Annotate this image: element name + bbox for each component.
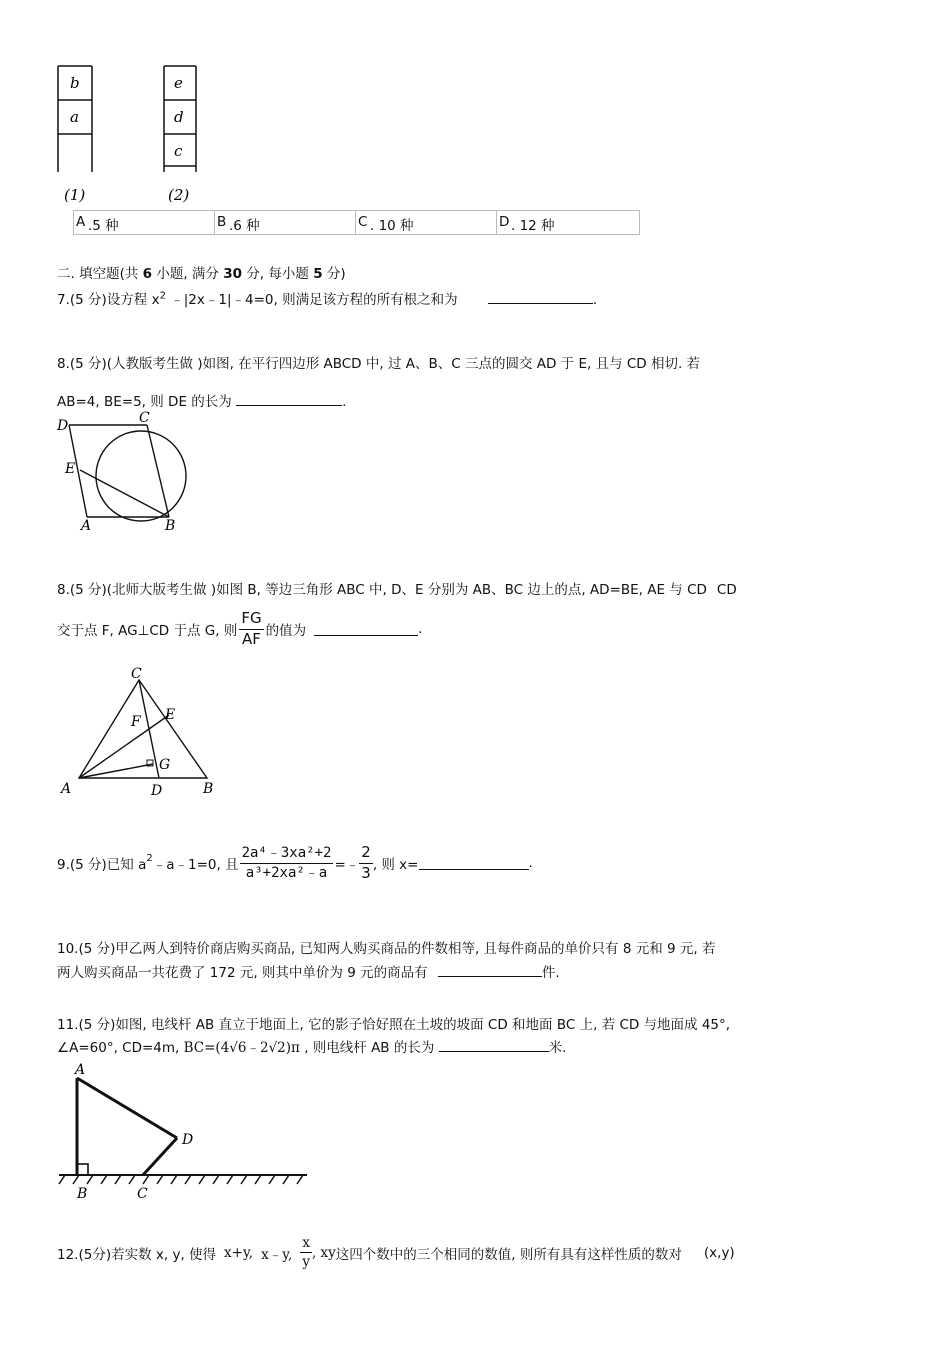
option-d-text: . 12 种 xyxy=(511,218,555,234)
q9-result-num: 2 xyxy=(359,845,373,864)
q8b-text: 交于点 F, AG⊥CD 于点 G, 则 xyxy=(57,623,238,640)
q11-answer-blank[interactable] xyxy=(439,1039,549,1052)
q7-answer-blank[interactable] xyxy=(488,291,593,304)
q12-pair: (x,y) xyxy=(703,1244,735,1261)
q8b-figure xyxy=(55,665,225,800)
option-a-text: .5 种 xyxy=(88,218,119,234)
option-d[interactable] xyxy=(496,210,640,235)
q11-bc-formula: BC=(4√6﹣2√2)π xyxy=(183,1040,300,1056)
q8b-label-g: G xyxy=(159,757,171,773)
question-count: 6 xyxy=(142,266,153,282)
q8b-text: 8.(5 分)(北师大版考生做 )如图 B, 等边三角形 ABC 中, D、E 分别为 AB、BC 边上的点, AD=BE, AE 与 CD xyxy=(57,582,707,598)
q11-label-b: B xyxy=(77,1186,88,1202)
q8b-label-c: C xyxy=(131,666,142,682)
option-b-text: .6 种 xyxy=(229,218,260,234)
q9-equals: =﹣ xyxy=(334,857,360,874)
q8b-frac-num: FG xyxy=(239,611,263,630)
q8a-label-e: E xyxy=(65,461,76,477)
q11-end: 米. xyxy=(548,1040,567,1056)
option-a[interactable] xyxy=(73,210,214,235)
q7-end: . xyxy=(592,292,598,308)
q9-fraction xyxy=(240,846,334,880)
section-text: 小题, 满分 xyxy=(152,266,224,282)
q8a-label-c: C xyxy=(139,410,150,426)
section-text: 二. 填空题(共 xyxy=(57,266,143,282)
question-8a-line2 xyxy=(57,390,346,410)
q11-label-d: D xyxy=(182,1132,194,1148)
q10-end: 件. xyxy=(541,965,560,981)
q12-expr-sum: x+y, xyxy=(224,1244,254,1261)
q12-frac-num: x xyxy=(300,1236,312,1253)
q8a-answer-blank[interactable] xyxy=(236,393,342,406)
option-b[interactable] xyxy=(214,210,355,235)
option-c-text: . 10 种 xyxy=(370,218,414,234)
q8b-label-d: D xyxy=(151,783,163,799)
q8a-label-b: B xyxy=(165,518,176,534)
q9-text: ﹣a﹣1=0, 且 xyxy=(152,857,239,874)
q7-text: ﹣|2x﹣1|﹣4=0, 则满足该方程的所有根之和为 xyxy=(165,292,458,308)
q8b-fraction xyxy=(239,611,263,648)
question-9 xyxy=(57,845,533,882)
question-11-line2 xyxy=(57,1036,566,1056)
stack2-box-top: e xyxy=(174,74,183,92)
option-b-letter: B xyxy=(217,214,227,230)
q12-expr-product: , xy xyxy=(311,1244,336,1261)
q12-expr-diff: x﹣y, xyxy=(261,1246,293,1263)
each-score: 5 xyxy=(313,266,323,282)
q8b-answer-blank[interactable] xyxy=(314,623,418,636)
q9-answer-blank[interactable] xyxy=(419,857,529,870)
q10-text: 两人购买商品一共花费了 172 元, 则其中单价为 9 元的商品有 xyxy=(57,965,428,981)
q12-fraction xyxy=(300,1236,312,1269)
section-text: 分) xyxy=(322,266,346,282)
q7-exponent: 2 xyxy=(159,290,166,302)
question-8b-line2 xyxy=(57,611,422,648)
option-c[interactable] xyxy=(355,210,496,235)
q8b-label-e: E xyxy=(165,707,176,723)
total-score: 30 xyxy=(223,266,243,282)
q8b-text-end: CD xyxy=(716,582,737,598)
q8a-label-a: A xyxy=(81,518,92,534)
q8b-end: . xyxy=(418,621,423,638)
question-12 xyxy=(57,1236,735,1269)
q9-text: , 则 x= xyxy=(372,857,419,874)
q8a-figure xyxy=(55,410,195,535)
q9-result-den: 3 xyxy=(361,863,371,882)
stack2-box-mid: d xyxy=(174,108,184,126)
q12-text: 12.(5分)若实数 x, y, 使得 xyxy=(57,1246,217,1263)
stack2-box-bottom: c xyxy=(174,142,183,160)
q9-exponent: 2 xyxy=(146,853,153,864)
q10-answer-blank[interactable] xyxy=(438,964,542,977)
stack1-label: (1) xyxy=(64,186,86,204)
q9-frac-num: 2a⁴﹣3xa²+2 xyxy=(240,846,334,864)
q11-label-c: C xyxy=(137,1186,148,1202)
stack1-box-mid: a xyxy=(70,108,79,126)
q11-text: , 则电线杆 AB 的长为 xyxy=(304,1040,435,1056)
q9-end: . xyxy=(528,855,533,872)
stack1-box-top: b xyxy=(70,74,80,92)
stack-figure xyxy=(50,60,220,210)
q11-text: ∠A=60°, CD=4m, xyxy=(57,1040,180,1056)
q9-frac-den: a³+2xa²﹣a xyxy=(245,864,328,881)
q8a-label-d: D xyxy=(57,418,69,434)
q9-result-fraction xyxy=(359,845,373,882)
q11-label-a: A xyxy=(75,1062,86,1078)
option-d-letter: D xyxy=(499,214,510,230)
q8b-text: 的值为 xyxy=(265,623,307,640)
stack2-label: (2) xyxy=(168,186,190,204)
q8a-text: AB=4, BE=5, 则 DE 的长为 xyxy=(57,394,232,410)
q8b-label-b: B xyxy=(203,781,214,797)
question-7 xyxy=(57,288,597,308)
option-c-letter: C xyxy=(358,214,368,230)
q8a-end: . xyxy=(342,394,347,410)
q7-number: 7. xyxy=(57,292,70,308)
q12-frac-den: y xyxy=(302,1254,310,1271)
option-a-letter: A xyxy=(76,214,86,230)
q7-text: 设方程 x xyxy=(106,292,160,308)
q8b-frac-den: AF xyxy=(242,629,261,648)
question-10-line1: 10.(5 分)甲乙两人到特价商店购买商品, 已知两人购买商品的件数相等, 且每件商品的单价只有 8 元和 9 元, 若 xyxy=(57,941,716,957)
q8b-label-a: A xyxy=(61,781,72,797)
q8b-label-f: F xyxy=(131,714,141,730)
question-10-line2 xyxy=(57,961,560,981)
q12-text: 这四个数中的三个相同的数值, 则所有具有这样性质的数对 xyxy=(335,1246,682,1263)
q9-text: 9.(5 分)已知 a xyxy=(57,857,147,874)
question-8b-line1 xyxy=(57,578,737,598)
section-2-heading xyxy=(57,262,346,282)
q11-figure xyxy=(55,1060,315,1205)
question-8a-line1: 8.(5 分)(人教版考生做 )如图, 在平行四边形 ABCD 中, 过 A、B、C 三点的圆交 AD 于 E, 且与 CD 相切. 若 xyxy=(57,356,701,372)
q7-score: (5 分) xyxy=(69,292,107,308)
question-11-line1: 11.(5 分)如图, 电线杆 AB 直立于地面上, 它的影子恰好照在土坡的坡面 CD 和地面 BC 上, 若 CD 与地面成 45°, xyxy=(57,1017,731,1033)
section-text: 分, 每小题 xyxy=(242,266,314,282)
